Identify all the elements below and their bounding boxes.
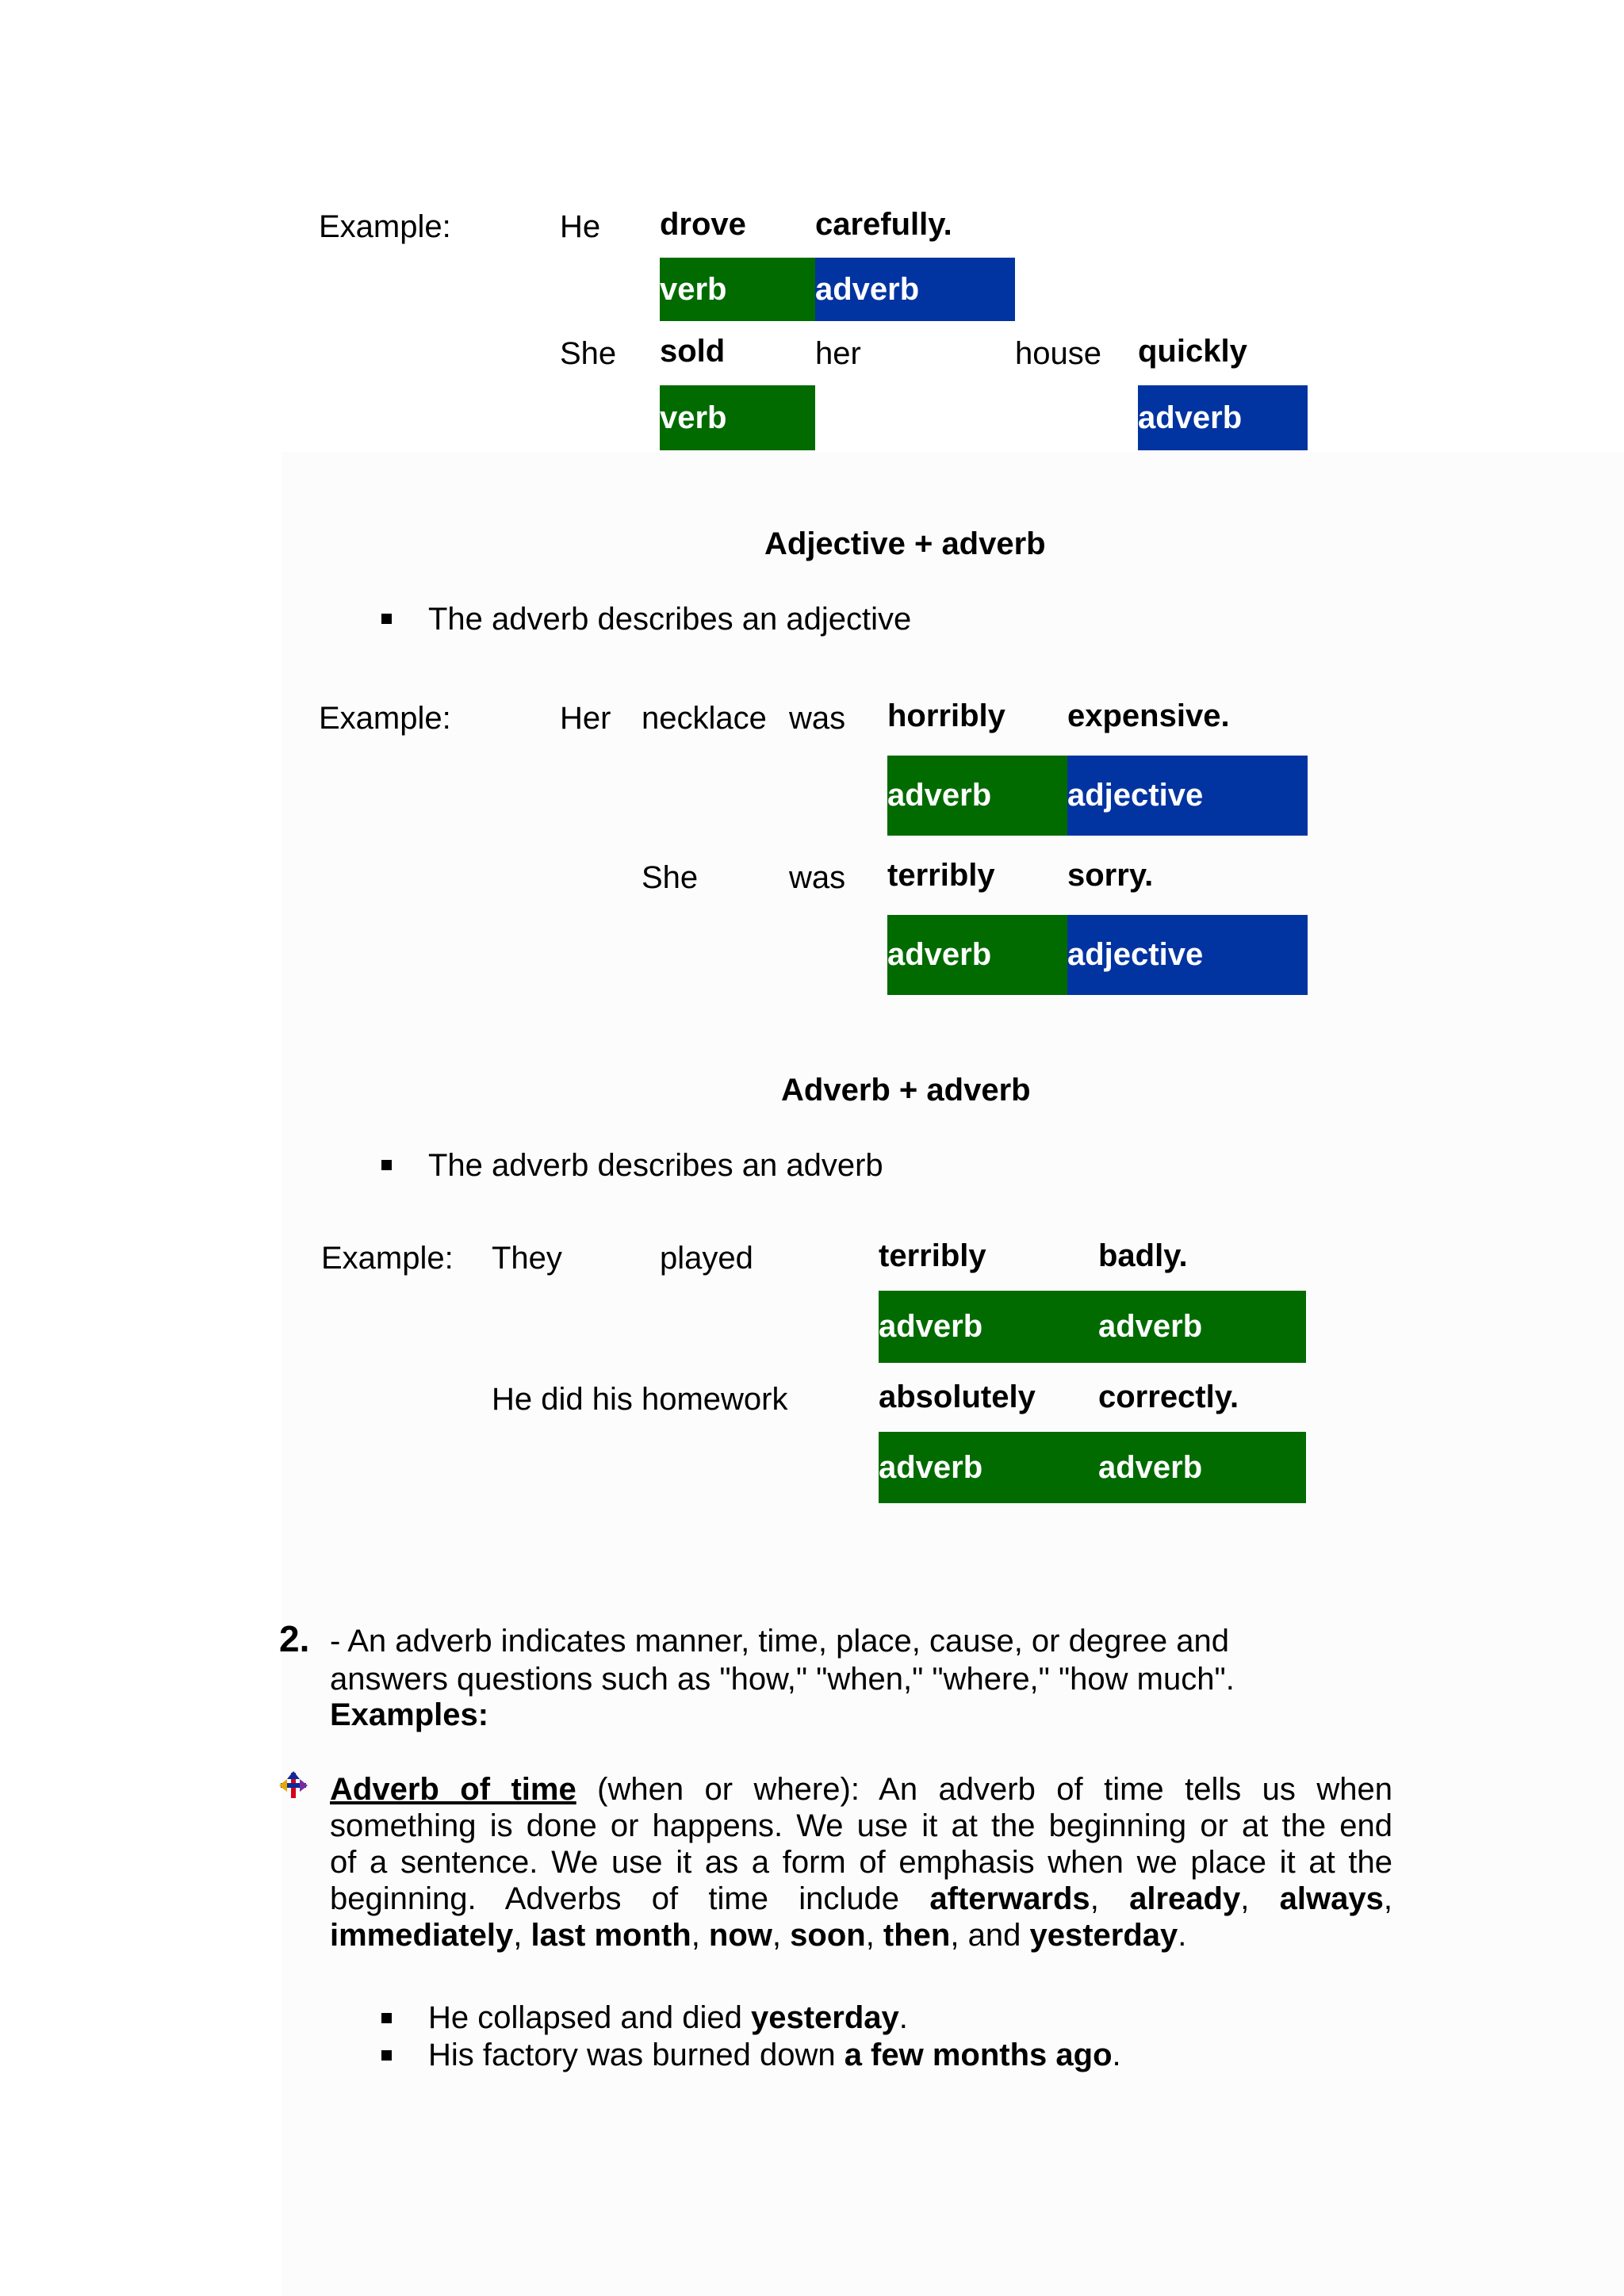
adverb-tag: adverb [887, 915, 1067, 995]
section-heading: Adverb + adverb [781, 1073, 1031, 1108]
word-adjective: expensive. [1067, 698, 1230, 733]
word: was [789, 860, 846, 895]
keyword: last month [530, 1918, 691, 1953]
word: house [1015, 336, 1101, 371]
keyword: yesterday [1029, 1918, 1178, 1953]
example-sentence: He collapsed and died yesterday. [428, 2000, 908, 2035]
word: was [789, 701, 846, 736]
word: necklace [642, 701, 767, 736]
item-line: - An adverb indicates manner, time, place, cause, or degree and [330, 1624, 1230, 1659]
word: They [492, 1241, 562, 1276]
four-arrows-icon [279, 1771, 308, 1800]
keyword: already [1129, 1881, 1241, 1916]
bullet-marker [381, 614, 392, 624]
bullet-marker [381, 1160, 392, 1170]
term-adverb-of-time: Adverb of time [330, 1772, 576, 1807]
verb-tag: verb [660, 385, 815, 450]
examples-label: Examples: [330, 1697, 489, 1732]
word-verb: sold [660, 334, 726, 369]
word-adverb: absolutely [879, 1380, 1036, 1414]
word: He [560, 209, 601, 244]
bullet-text: The adverb describes an adjective [428, 602, 912, 637]
adverb-tag: adverb [879, 1432, 1098, 1503]
bullet-marker [381, 2013, 392, 2023]
bullet-marker [381, 2050, 392, 2061]
item-line: answers questions such as "how," "when," "where," "how much". [330, 1662, 1235, 1697]
word: Her [560, 701, 611, 736]
word-adverb: badly. [1098, 1238, 1188, 1273]
adverb-tag: adverb [1138, 385, 1308, 450]
keyword: then [883, 1918, 951, 1953]
bullet-text: The adverb describes an adverb [428, 1148, 883, 1183]
verb-tag: verb [660, 258, 815, 321]
text: , and [950, 1918, 1021, 1953]
section-heading: Adjective + adverb [764, 526, 1046, 561]
example-label: Example: [321, 1241, 454, 1276]
word-adjective: sorry. [1067, 858, 1154, 893]
adverb-tag: adverb [1098, 1291, 1306, 1363]
text: something is done or happens. We use it at the beginning or at the end [330, 1808, 1392, 1843]
keyword: always [1279, 1881, 1384, 1916]
word: her [815, 336, 861, 371]
word: She [642, 860, 699, 895]
text: of a sentence. We use it as a form of emphasis when we place it at the [330, 1845, 1392, 1880]
word-adverb: quickly [1138, 334, 1247, 369]
keyword: now [708, 1918, 772, 1953]
example-sentence: His factory was burned down a few months ago. [428, 2038, 1121, 2072]
word-adverb: horribly [887, 698, 1005, 733]
word-adverb: correctly. [1098, 1380, 1239, 1414]
sentence-lead: He did his homework [492, 1382, 788, 1417]
adjective-tag: adjective [1067, 915, 1308, 995]
item-number: 2. [279, 1618, 310, 1659]
keyword: afterwards [929, 1881, 1090, 1916]
word-adverb: terribly [887, 858, 995, 893]
word: She [560, 336, 617, 371]
adverb-tag: adverb [1098, 1432, 1306, 1503]
adverb-tag: adverb [887, 756, 1067, 836]
keyword: immediately [330, 1918, 514, 1953]
keyword: soon [790, 1918, 866, 1953]
adverb-tag: adverb [815, 258, 1015, 321]
example-label: Example: [319, 701, 451, 736]
word-adverb: carefully. [815, 207, 952, 242]
adjective-tag: adjective [1067, 756, 1308, 836]
word: played [660, 1241, 753, 1276]
adverb-of-time-paragraph: Adverb of time (when or where): An adverb of time tells us when something is done or happens. We use it at the beginning or at the end of a sentence. We use it as a form of emphasis when we place it at the beginning. Adverbs of time include afterwards, already, always, immediately, last month, now, soon, then, and yesterday. [330, 1772, 1392, 1953]
word-adverb: terribly [879, 1238, 986, 1273]
word-verb: drove [660, 207, 746, 242]
example-label: Example: [319, 209, 451, 244]
text: (when or where): An adverb of time tells us when [597, 1772, 1392, 1807]
adverb-tag: adverb [879, 1291, 1098, 1363]
text: beginning. Adverbs of time include [330, 1881, 900, 1916]
